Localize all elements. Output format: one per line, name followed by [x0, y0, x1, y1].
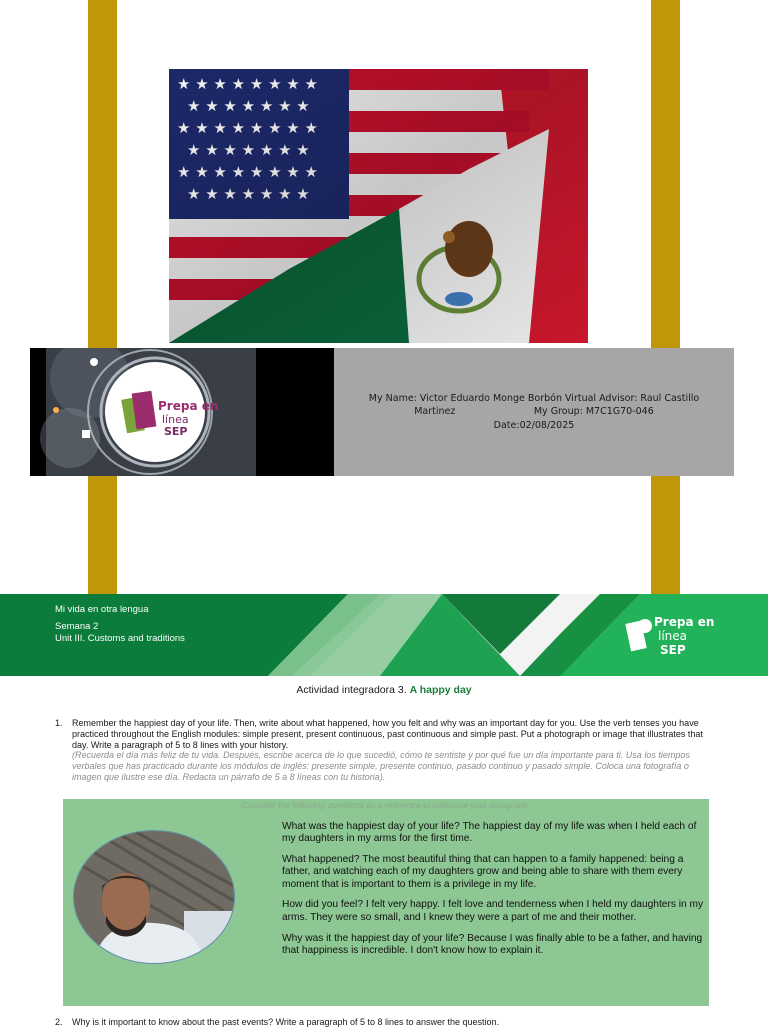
answer-3: How did you feel? I felt very happy. I felt love and tenderness when I held my daughters in my arms. They were so small, and I knew they were a part of me and their mother.	[282, 899, 704, 923]
usa-mexico-flags-image	[169, 69, 588, 343]
question-1-text-en: Remember the happiest day of your life. Then, write about what happened, how you felt and why was an important day for you. Use the verb tenses you have practiced throughout the English modules: simple present, present continuous, past continuous and simple past. Put a photograph or image that illustrates that day. Write a paragraph of 5 to 8 lines with your history.	[72, 718, 703, 750]
activity-title	[0, 684, 768, 696]
activity-prefix: Actividad integradora 3.	[296, 684, 407, 696]
question-1-text-es: (Recuerda el día más feliz de tu vida. Después, escribe acerca de lo que sucedió, cómo te sentiste y por qué fue un día importante para ti. Usa los tiempos verbales que has practicado durante los módulos de inglés: presente simple, presente continuo, pasado continuo y pasado simple. Coloca una fotografía o imagen que ilustre ese día. Redacta un párrafo de 5 a 8 líneas con tu historia).	[72, 750, 690, 782]
answer-1: What was the happiest day of your life? The happiest day of my life was when I held each of my daughters in my arms for the first time.	[282, 821, 697, 845]
question-2-text: Why is it important to know about the past events? Write a paragraph of 5 to 8 lines to answer the question.	[72, 1017, 500, 1027]
gold-side-bar-right	[651, 0, 680, 596]
family-photo	[73, 830, 235, 964]
question-2-number: 2.	[55, 1017, 63, 1027]
question-1-number: 1.	[55, 718, 63, 728]
answer-hint: Consider the following questions as a reference to elaborate your paragraph:	[241, 800, 531, 810]
course-subject: Mi vida en otra lengua	[55, 604, 149, 615]
course-info	[55, 604, 185, 645]
question-1	[55, 718, 715, 783]
submission-date: Date:02/08/2025	[493, 420, 575, 431]
logo-text-prepa: Prepa en	[158, 399, 219, 413]
answer-4: Why was it the happiest day of your life? Because I was finally able to be a father, and having that happiness is incredible. I don't know how to explain it.	[282, 932, 703, 956]
student-info-panel	[334, 348, 734, 476]
answer-box	[63, 799, 709, 1006]
course-logo-text-prepa: Prepa en	[654, 615, 715, 629]
activity-name: A happy day	[409, 684, 472, 696]
course-logo-text-sep: SEP	[660, 643, 686, 657]
student-name-advisor: My Name: Victor Eduardo Monge Borbón Virtual Advisor: Raul Castillo	[368, 393, 700, 404]
prepa-en-linea-logo-banner	[30, 348, 334, 476]
student-info-banner	[30, 348, 734, 476]
student-group: Martinez My Group: M7C1G70-046	[414, 406, 654, 417]
answer-2: What happened? The most beautiful thing that can happen to a family happened: being a father, and watching each of my daughters grow and being able to share with them every moment that is important to them is a privilege in my life.	[282, 854, 684, 890]
gold-side-bar-left	[88, 0, 117, 596]
course-header	[0, 594, 768, 676]
logo-text-linea: línea	[162, 413, 189, 426]
logo-text-sep: SEP	[164, 425, 188, 438]
course-unit: Unit III. Customs and traditions	[55, 633, 185, 644]
course-week: Semana 2	[55, 621, 99, 632]
course-logo-text-linea: línea	[658, 629, 688, 643]
answers-list	[282, 821, 707, 966]
question-2	[55, 1017, 715, 1027]
